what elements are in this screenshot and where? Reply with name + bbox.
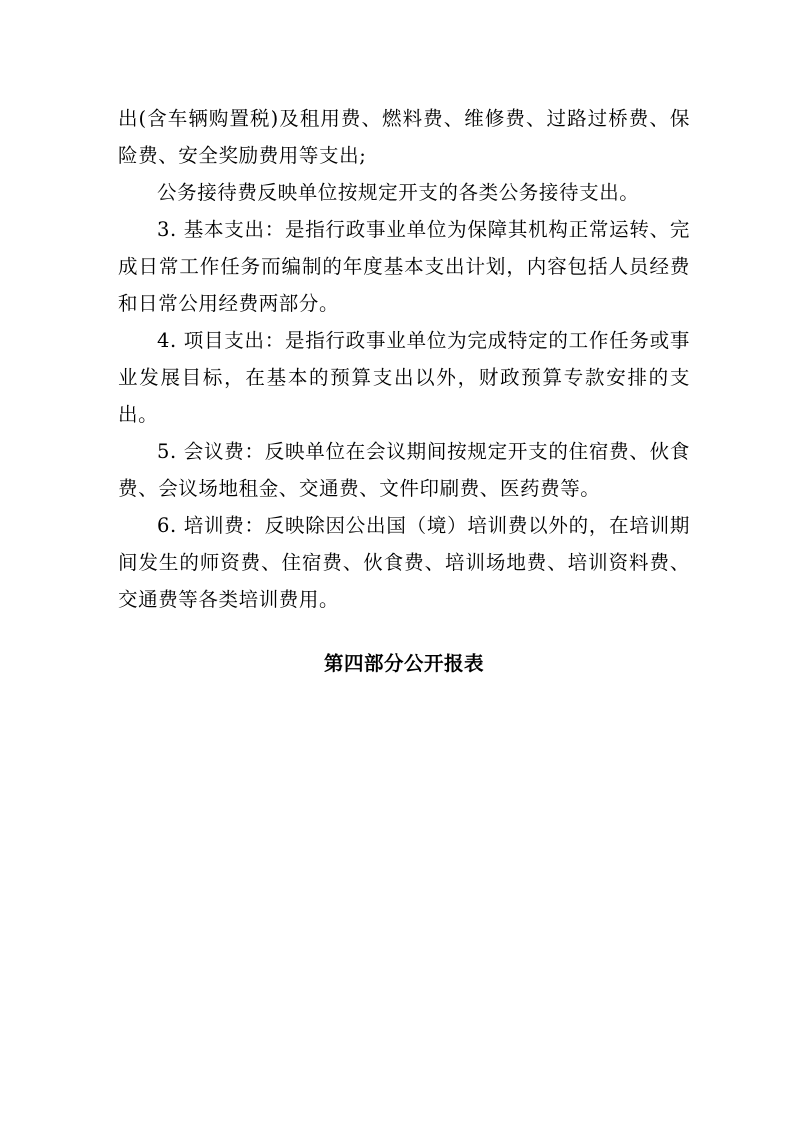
body-text [118, 100, 690, 618]
section-title: 第四部分公开报表 [323, 652, 484, 675]
paragraph-meeting-costs: 5. 会议费：反映单位在会议期间按规定开支的住宿费、伙食费、会议场地租金、交通费、文件印刷费、医药费等。 [118, 440, 690, 500]
paragraph-project-expenditure: 4. 项目支出：是指行政事业单位为完成特定的工作任务或事业发展目标，在基本的预算支出以外，财政预算专款安排的支出。 [118, 329, 690, 426]
paragraph-training-costs: 6. 培训费：反映除因公出国（境）培训费以外的，在培训期间发生的师资费、住宿费、伙食费、培训场地费、培训资料费、交通费等各类培训费用。 [118, 514, 690, 611]
paragraph-vehicle-costs: 出(含车辆购置税)及租用费、燃料费、维修费、过路过桥费、保险费、安全奖励费用等支出; [118, 107, 690, 167]
paragraph-reception-costs: 公务接待费反映单位按规定开支的各类公务接待支出。 [157, 181, 640, 204]
paragraph-basic-expenditure: 3. 基本支出：是指行政事业单位为保障其机构正常运转、完成日常工作任务而编制的年度基本支出计划，内容包括人员经费和日常公用经费两部分。 [118, 218, 690, 315]
